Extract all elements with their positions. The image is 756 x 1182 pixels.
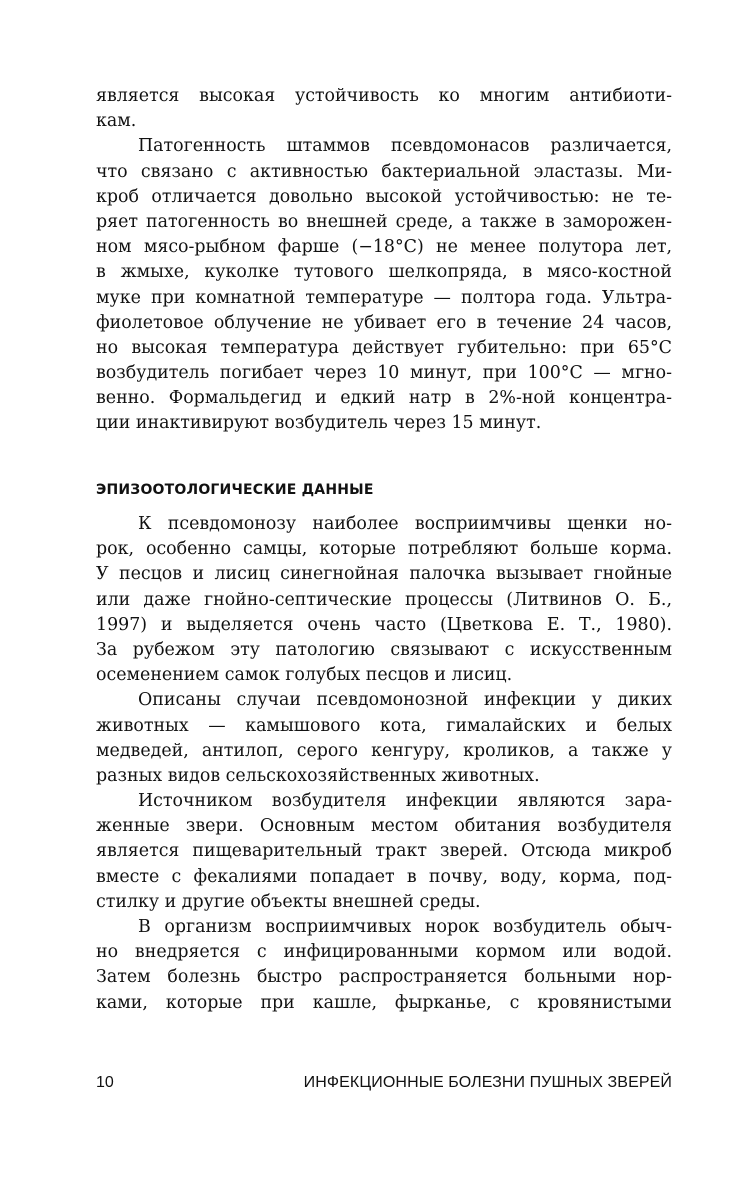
text-line: является пищеварительный тракт зверей. Отсюда микроб (96, 841, 672, 862)
text-line: что связано с активностью бактериальной эластазы. Ми- (96, 161, 672, 182)
text-line: или даже гнойно-септические процессы (Литвинов О. Б., (96, 589, 672, 610)
paragraph (96, 688, 672, 789)
text-line: но высокая температура действует губительно: при 65°С (96, 337, 672, 358)
paragraph (96, 134, 672, 436)
text-line: Затем болезнь быстро распространяется больными нор- (96, 967, 672, 988)
running-title: ИНФЕКЦИОННЫЕ БОЛЕЗНИ ПУШНЫХ ЗВЕРЕЙ (303, 1074, 672, 1091)
page-footer (96, 1074, 672, 1098)
text-line: женные звери. Основным местом обитания возбудителя (96, 816, 672, 837)
text-line: 1997) и выделяется очень часто (Цветкова Е. Т., 1980). (96, 614, 672, 635)
text-line: За рубежом эту патологию связывают с искусственным (96, 639, 672, 660)
text-line: кроб отличается довольно высокой устойчивостью: не те- (96, 186, 672, 207)
text-line: медведей, антилоп, серого кенгуру, кроликов, а также у (96, 740, 672, 761)
text-line: К псевдомонозу наиболее восприимчивы щенки но- (138, 514, 672, 534)
text-line: в жмыхе, куколке тутового шелкопряда, в мясо-костной (96, 262, 672, 283)
paragraph (96, 84, 672, 134)
text-line: вместе с фекалиями попадает в почву, воду, корма, под- (96, 866, 672, 887)
text-line: осеменением самок голубых песцов и лисиц. (96, 665, 513, 686)
text-line: стилку и другие объекты внешней среды. (96, 891, 481, 912)
section-heading: ЭПИЗООТОЛОГИЧЕСКИЕ ДАННЫЕ (96, 482, 374, 498)
text-line: возбудитель погибает через 10 минут, при 100°С — мгно- (96, 363, 672, 384)
text-line: ном мясо-рыбном фарше (−18°С) не менее полутора лет, (96, 237, 672, 258)
text-line: ции инактивируют возбудитель через 15 минут. (96, 413, 542, 434)
section-text (96, 512, 672, 1016)
paragraph (96, 915, 672, 1016)
intro-text (96, 84, 672, 437)
text-line: ряет патогенность во внешней среде, а также в заморожен- (96, 211, 672, 232)
text-line: фиолетовое облучение не убивает его в течение 24 часов, (96, 312, 672, 333)
text-line: венно. Формальдегид и едкий натр в 2%-ной концентра- (96, 388, 672, 409)
page-number: 10 (96, 1074, 114, 1091)
text-line: рок, особенно самцы, которые потребляют больше корма. (96, 539, 672, 560)
text-line: Источником возбудителя инфекции являются зара- (138, 791, 672, 812)
text-line: Патогенность штаммов псевдомонасов различается, (138, 136, 672, 157)
text-line: кам. (96, 111, 137, 132)
text-line: разных видов сельскохозяйственных животных. (96, 765, 540, 786)
text-line: муке при комнатной температуре — полтора года. Ультра- (96, 287, 672, 308)
text-line: но внедряется с инфицированными кормом или водой. (96, 942, 672, 963)
text-line: Описаны случаи псевдомонозной инфекции у диких (138, 690, 672, 711)
text-line: животных — камышового кота, гималайских и белых (96, 715, 672, 736)
text-line: В организм восприимчивых норок возбудитель обыч- (138, 917, 672, 937)
paragraph (96, 789, 672, 915)
paragraph (96, 512, 672, 688)
text-line: ками, которые при кашле, фырканье, с кровянистыми (96, 992, 672, 1013)
text-line: У песцов и лисиц синегнойная палочка вызывает гнойные (96, 564, 672, 585)
text-line: является высокая устойчивость ко многим антибиоти- (96, 86, 672, 106)
